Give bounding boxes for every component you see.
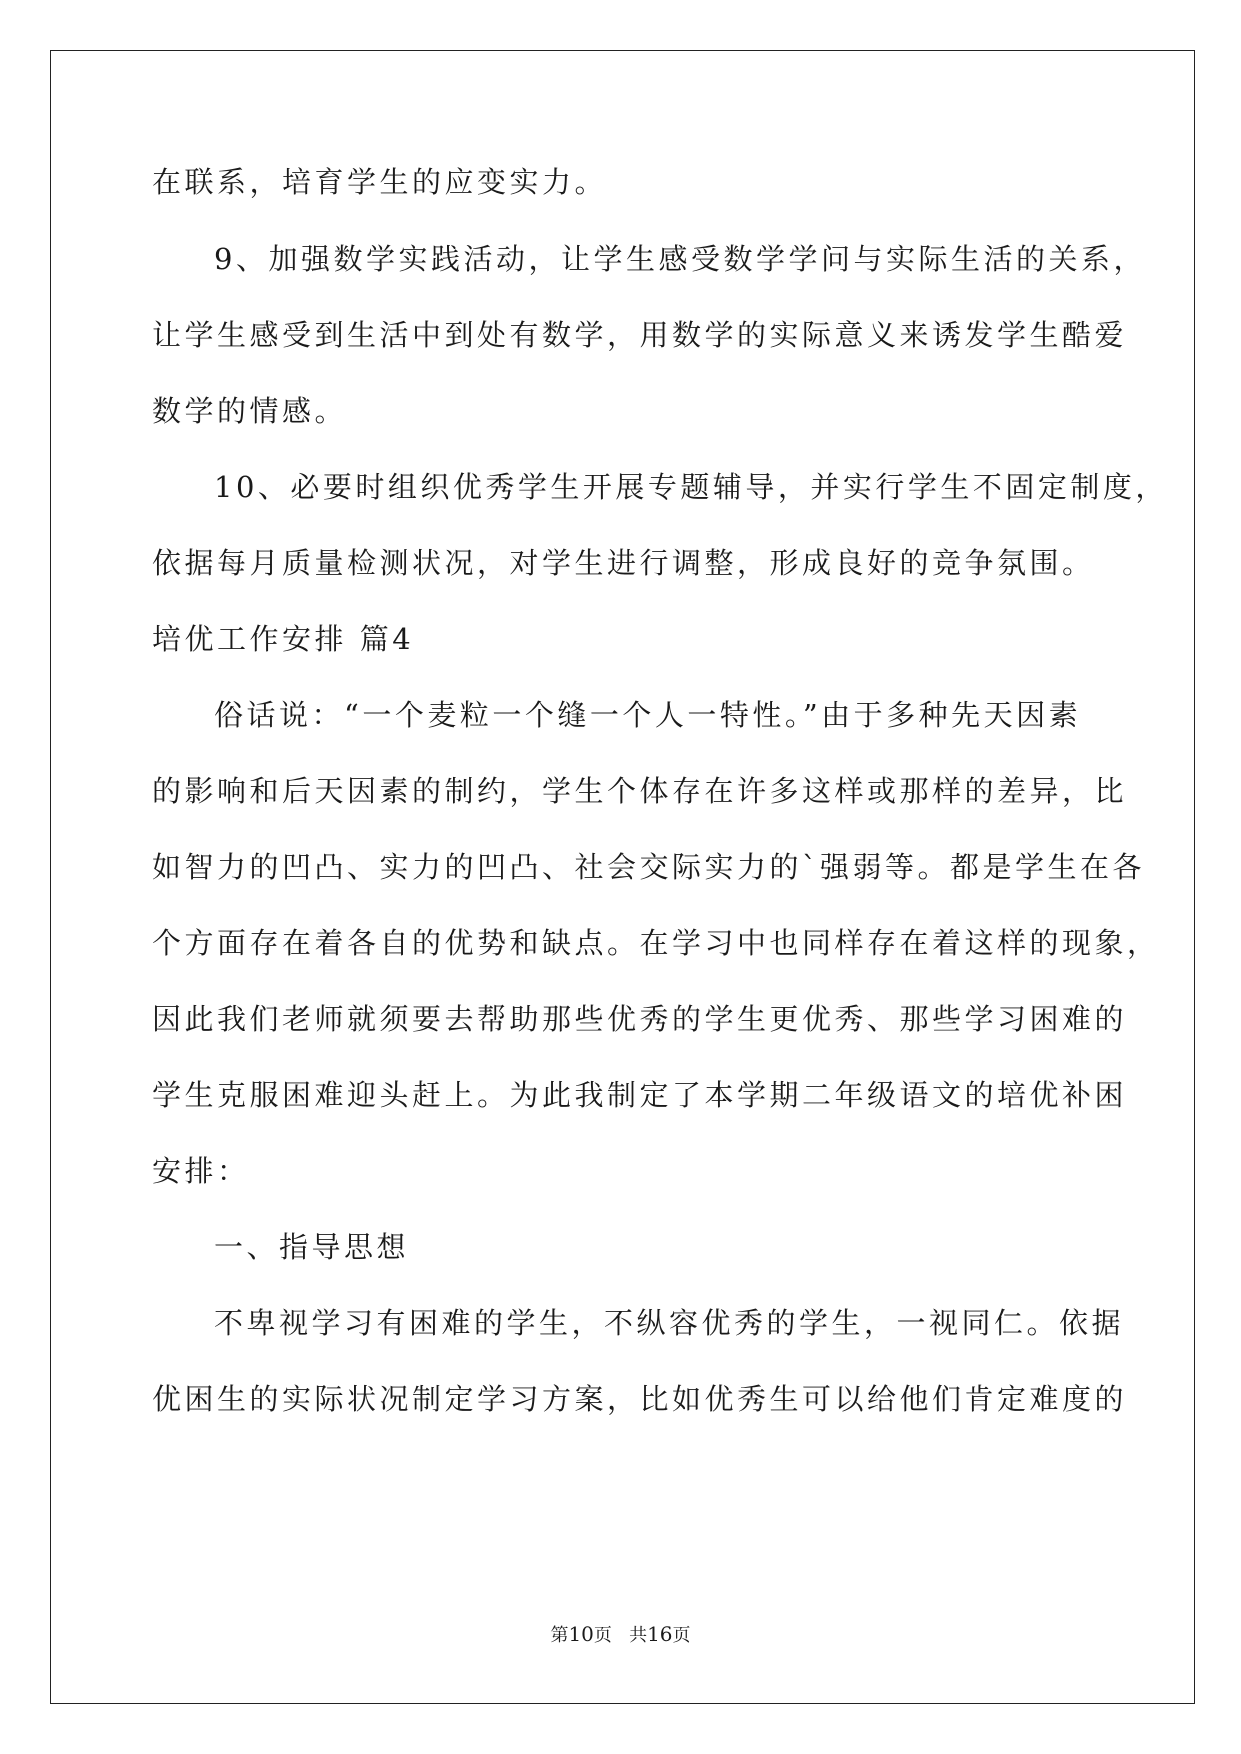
text-line: 依据每月质量检测状况，对学生进行调整，形成良好的竞争氛围。 bbox=[152, 546, 1095, 580]
paragraph-9: 9、加强数学实践活动，让学生感受数学学问与实际生活的关系， bbox=[214, 242, 1146, 276]
text-line: 让学生感受到生活中到处有数学，用数学的实际意义来诱发学生酷爱 bbox=[152, 318, 1128, 352]
text-line: 数学的情感。 bbox=[152, 394, 348, 428]
section-heading: 培优工作安排 篇4 bbox=[152, 622, 415, 656]
text-line: 的影响和后天因素的制约，学生个体存在许多这样或那样的差异，比 bbox=[152, 774, 1128, 808]
footer-prefix: 第 bbox=[550, 1625, 569, 1646]
footer-page-suffix: 页 bbox=[593, 1625, 612, 1646]
text-line: 优困生的实际状况制定学习方案，比如优秀生可以给他们肯定难度的 bbox=[152, 1382, 1128, 1416]
text-line: 安排： bbox=[152, 1154, 250, 1188]
text-line: 因此我们老师就须要去帮助那些优秀的学生更优秀、那些学习困难的 bbox=[152, 1002, 1128, 1036]
text-line: 个方面存在着各自的优势和缺点。在学习中也同样存在着这样的现象， bbox=[152, 926, 1160, 960]
page-footer bbox=[0, 1622, 1241, 1648]
text-line: 在联系，培育学生的应变实力。 bbox=[152, 165, 608, 199]
text-line: 学生克服困难迎头赶上。为此我制定了本学期二年级语文的培优补困 bbox=[152, 1078, 1128, 1112]
footer-total-prefix: 共 bbox=[629, 1625, 648, 1646]
footer-total-suffix: 页 bbox=[672, 1625, 691, 1646]
paragraph-guiding: 不卑视学习有困难的学生，不纵容优秀的学生，一视同仁。依据 bbox=[214, 1306, 1125, 1340]
paragraph-10: 10、必要时组织优秀学生开展专题辅导，并实行学生不固定制度， bbox=[214, 470, 1168, 504]
paragraph-proverb: 俗话说：“一个麦粒一个缝一个人一特性。”由于多种先天因素 bbox=[214, 698, 1082, 732]
current-page-number: 10 bbox=[568, 1622, 594, 1646]
subheading-guiding-ideology: 一、指导思想 bbox=[214, 1230, 410, 1264]
total-pages-number: 16 bbox=[647, 1622, 673, 1646]
text-line: 如智力的凹凸、实力的凹凸、社会交际实力的`强弱等。都是学生在各 bbox=[152, 850, 1146, 884]
